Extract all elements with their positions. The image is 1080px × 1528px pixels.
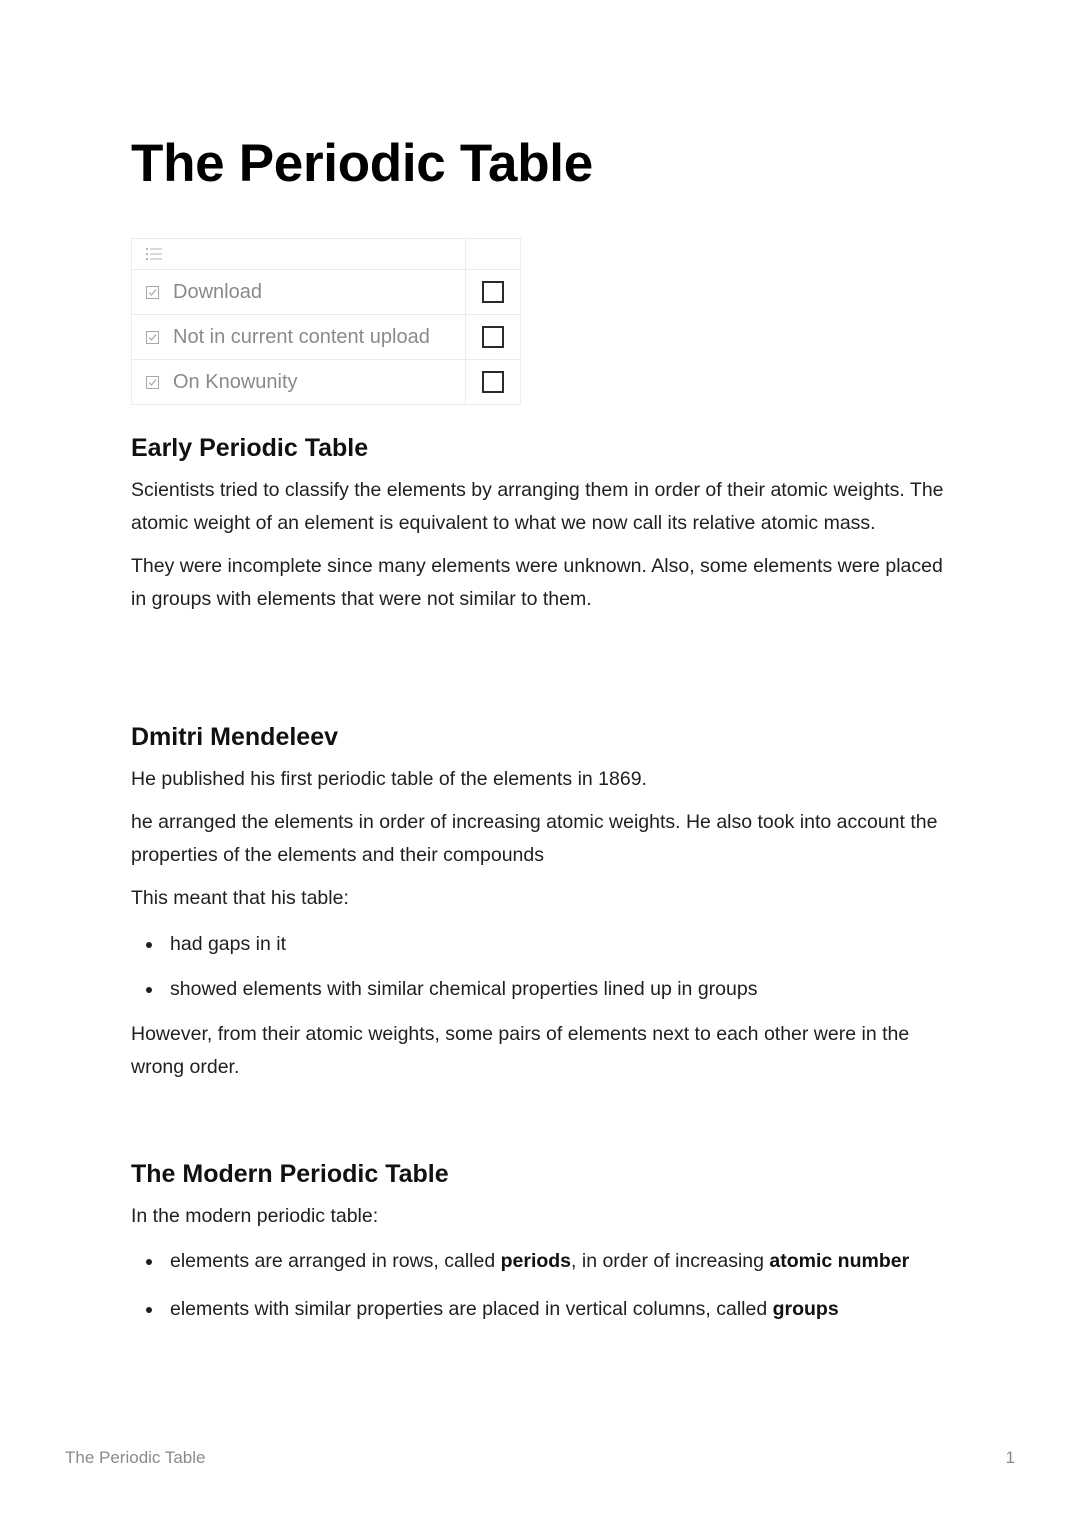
property-label: Not in current content upload bbox=[173, 325, 430, 348]
list-item: had gaps in it bbox=[170, 929, 951, 959]
page-title: The Periodic Table bbox=[131, 134, 593, 193]
property-label: Download bbox=[173, 280, 262, 303]
property-row-not-in-current-upload bbox=[132, 315, 521, 360]
list-item: showed elements with similar chemical properties lined up in groups bbox=[170, 974, 951, 1004]
section-heading: Early Periodic Table bbox=[131, 434, 369, 462]
checkbox-property-icon bbox=[146, 376, 159, 389]
on-knowunity-checkbox[interactable] bbox=[482, 371, 504, 393]
properties-table bbox=[131, 238, 521, 405]
checkbox-property-icon bbox=[146, 331, 159, 344]
footer-title: The Periodic Table bbox=[65, 1448, 206, 1467]
paragraph: Scientists tried to classify the elements by arranging them in order of their atomic weights. The atomic weight of an element is equivalent to what we now call its relative atomic mass. bbox=[131, 479, 944, 534]
not-in-current-upload-checkbox[interactable] bbox=[482, 326, 504, 348]
property-label: On Knowunity bbox=[173, 370, 298, 393]
section-dmitri-mendeleev bbox=[131, 721, 951, 1084]
property-row-download bbox=[132, 270, 521, 315]
checkbox-property-icon bbox=[146, 286, 159, 299]
paragraph: This meant that his table: bbox=[131, 887, 349, 909]
properties-header-row bbox=[132, 239, 521, 270]
list-item: elements are arranged in rows, called periods, in order of increasing atomic number bbox=[170, 1246, 951, 1277]
property-row-on-knowunity bbox=[132, 360, 521, 405]
paragraph: he arranged the elements in order of increasing atomic weights. He also took into account the properties of the elements and their compounds bbox=[131, 811, 938, 866]
paragraph: They were incomplete since many elements were unknown. Also, some elements were placed in groups with elements that were not similar to them. bbox=[131, 555, 943, 610]
section-heading: The Modern Periodic Table bbox=[131, 1160, 449, 1188]
section-early-periodic-table bbox=[131, 432, 951, 616]
section-heading: Dmitri Mendeleev bbox=[131, 723, 339, 751]
list-item: elements with similar properties are placed in vertical columns, called groups bbox=[170, 1294, 951, 1324]
section-modern-periodic-table bbox=[131, 1158, 951, 1324]
paragraph: He published his first periodic table of the elements in 1869. bbox=[131, 768, 647, 790]
bullet-list bbox=[131, 929, 951, 1004]
paragraph: In the modern periodic table: bbox=[131, 1205, 379, 1227]
page-number: 1 bbox=[1005, 1448, 1015, 1467]
list-icon bbox=[146, 248, 162, 260]
download-checkbox[interactable] bbox=[482, 281, 504, 303]
bullet-list bbox=[131, 1246, 951, 1324]
paragraph: However, from their atomic weights, some pairs of elements next to each other were in the wrong order. bbox=[131, 1023, 910, 1078]
